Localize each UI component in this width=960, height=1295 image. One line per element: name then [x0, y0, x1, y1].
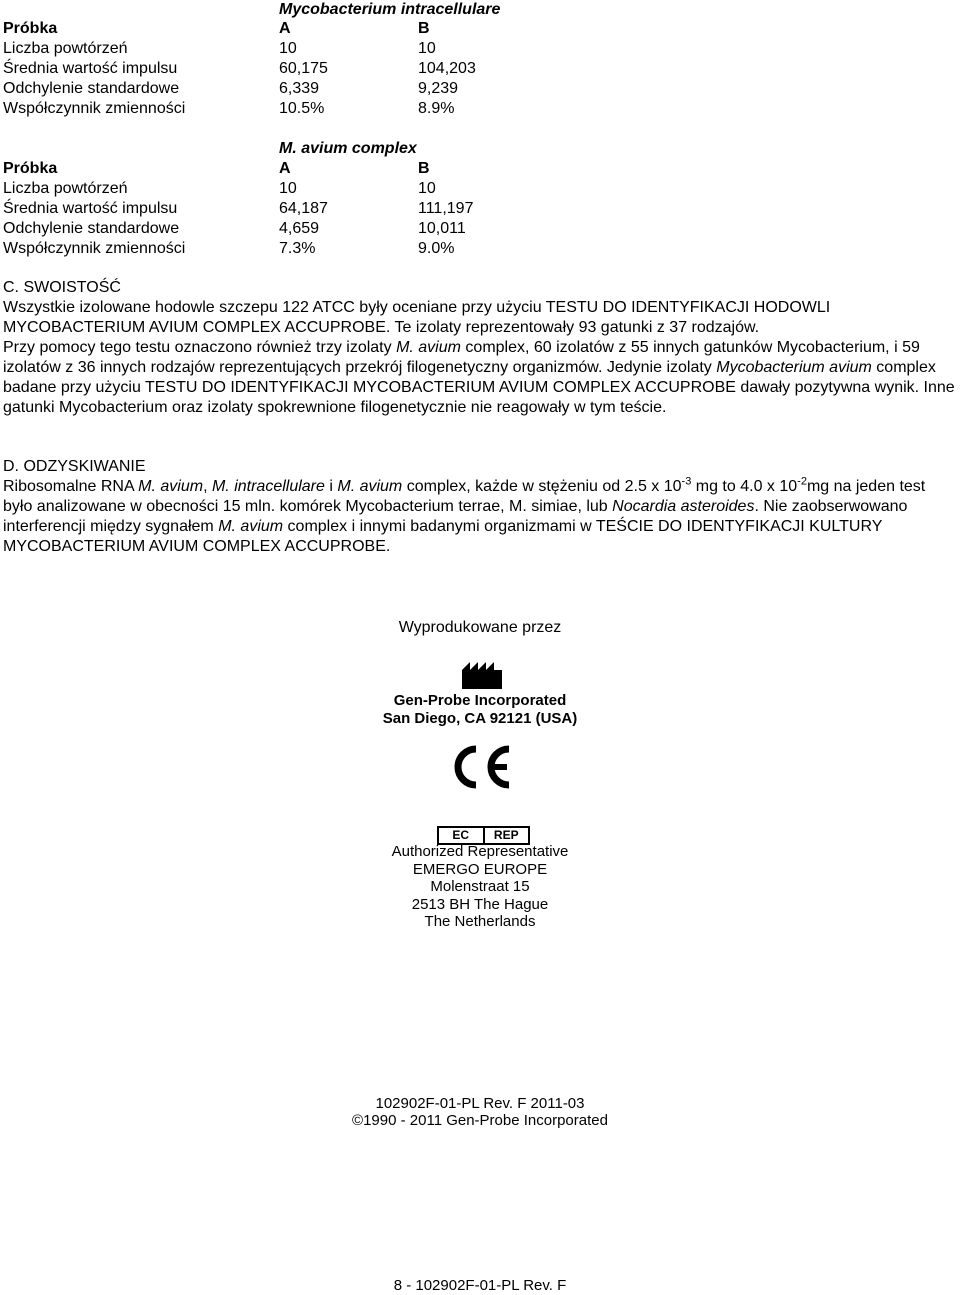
table2-cell: 7.3% — [279, 240, 316, 257]
table2-row-label: Średnia wartość impulsu — [3, 200, 178, 217]
representative-line: Molenstraat 15 — [430, 878, 530, 895]
table2-cell: 64,187 — [279, 200, 328, 217]
table1-cell: 10 — [418, 40, 436, 57]
table1-header-b: B — [418, 20, 430, 37]
section-d-text: mg na jeden test było analizowane w obecności 15 mln. komórek Mycobacterium terrae, M. simiae, lub — [3, 478, 926, 515]
section-c-p2-species: Mycobacterium avium — [716, 359, 872, 376]
section-d-paragraph — [3, 477, 958, 557]
ec-label: EC — [439, 828, 485, 843]
section-d-text: complex, każde w stężeniu od 2.5 x 10 — [402, 478, 682, 495]
section-c-p2-text: complex badane przy użyciu TESTU DO IDENTYFIKACJI MYCOBACTERIUM AVIUM COMPLEX ACCUPROBE dawały pozytywna wynik. Inne gatunki Mycobacterium oraz izolaty spokrewnione filogenetycznie nie reagowały w tym teście. — [3, 359, 955, 416]
section-c-paragraph-2 — [3, 338, 958, 418]
section-d-text: . Nie zaobserwowano interferencji między sygnałem — [3, 498, 908, 535]
section-d-exponent: -2 — [797, 475, 807, 488]
manufacturer-name: Gen-Probe Incorporated — [393, 692, 567, 709]
section-d-text: mg to 4.0 x 10 — [691, 478, 798, 495]
table2-cell: 10 — [418, 180, 436, 197]
table1-cell: 9,239 — [418, 80, 459, 97]
rep-label: REP — [493, 828, 519, 842]
table2-row-label: Odchylenie standardowe — [3, 220, 180, 237]
table2-header-b: B — [418, 160, 430, 177]
table1-title: Mycobacterium intracellulare — [279, 1, 501, 18]
table1-cell: 8.9% — [418, 100, 455, 117]
table1-row-label: Współczynnik zmienności — [3, 100, 186, 117]
representative-line: The Netherlands — [424, 913, 536, 930]
page-footer: 8 - 102902F-01-PL Rev. F — [393, 1277, 567, 1294]
section-d-heading: D. ODZYSKIWANIE — [3, 458, 146, 475]
table2-cell: 10,011 — [418, 220, 466, 237]
table1-cell: 10 — [279, 40, 297, 57]
table2-row-label: Liczba powtórzeń — [3, 180, 128, 197]
section-c-p1-text: Wszystkie izolowane hodowle szczepu 122 ATCC były oceniane przy użyciu TESTU DO IDENTYFIKACJI HODOWLI MYCOBACTERIUM AVIUM COMPLEX ACCUPROBE. Te izolaty reprezentowały 93 gatunki z 37 rodzajów. — [3, 299, 831, 336]
section-d-text: complex i innymi badanymi organizmami w TEŚCIE DO IDENTYFIKACJI KULTURY MYCOBACTERIUM AVIUM COMPLEX ACCUPROBE. — [3, 518, 883, 555]
section-d-text: , — [203, 478, 212, 495]
manufacturer-icon — [462, 662, 502, 689]
representative-line: EMERGO EUROPE — [412, 861, 548, 878]
section-d-species: M. intracellulare — [211, 478, 325, 495]
table2-cell: 4,659 — [279, 220, 320, 237]
table2-row-label: Współczynnik zmienności — [3, 240, 186, 257]
section-c-p2-text: complex, 60 izolatów z 55 innych gatunków Mycobacterium, i 59 izolatów z 36 innych rodzajów reprezentujących przekrój filogenetyczny organizmów. Jedynie izolaty — [3, 339, 920, 376]
table1-cell: 104,203 — [418, 60, 476, 77]
table1-header-a: A — [279, 20, 291, 37]
section-d-species: M. avium — [337, 478, 403, 495]
table2-header-label: Próbka — [3, 160, 58, 177]
table2-header-a: A — [279, 160, 291, 177]
representative-line: 2513 BH The Hague — [411, 896, 549, 913]
table2-cell: 111,197 — [418, 200, 474, 217]
section-c-p2-species: M. avium — [396, 339, 461, 356]
table1-cell: 6,339 — [279, 80, 320, 97]
section-d-exponent: -3 — [681, 475, 692, 488]
section-d-text: Ribosomalne RNA — [3, 478, 139, 495]
table2-title: M. avium complex — [279, 140, 417, 157]
table2-cell: 10 — [279, 180, 297, 197]
table1-row-label: Liczba powtórzeń — [3, 40, 128, 57]
table2-cell: 9.0% — [418, 240, 455, 257]
section-d-text: i — [324, 478, 338, 495]
table1-row-label: Odchylenie standardowe — [3, 80, 180, 97]
section-d-species: M. avium — [138, 478, 204, 495]
document-revision: 102902F-01-PL Rev. F 2011-03 — [375, 1095, 585, 1112]
section-c-heading: C. SWOISTOŚĆ — [3, 279, 121, 296]
copyright-notice: ©1990 - 2011 Gen-Probe Incorporated — [352, 1112, 608, 1129]
manufactured-by-label: Wyprodukowane przez — [398, 619, 562, 636]
manufacturer-address: San Diego, CA 92121 (USA) — [382, 710, 578, 727]
section-d-species: M. avium — [218, 518, 284, 535]
table1-cell: 10.5% — [279, 100, 325, 117]
section-d-species: Nocardia asteroides — [612, 498, 755, 515]
table1-header-label: Próbka — [3, 20, 58, 37]
representative-line: Authorized Representative — [391, 843, 569, 860]
section-c-paragraph-1 — [3, 298, 958, 338]
section-c-p2-text: Przy pomocy tego testu oznaczono również trzy izolaty — [3, 339, 397, 356]
table1-cell: 60,175 — [279, 60, 328, 77]
table1-row-label: Średnia wartość impulsu — [3, 60, 178, 77]
ce-mark-icon — [449, 744, 513, 790]
